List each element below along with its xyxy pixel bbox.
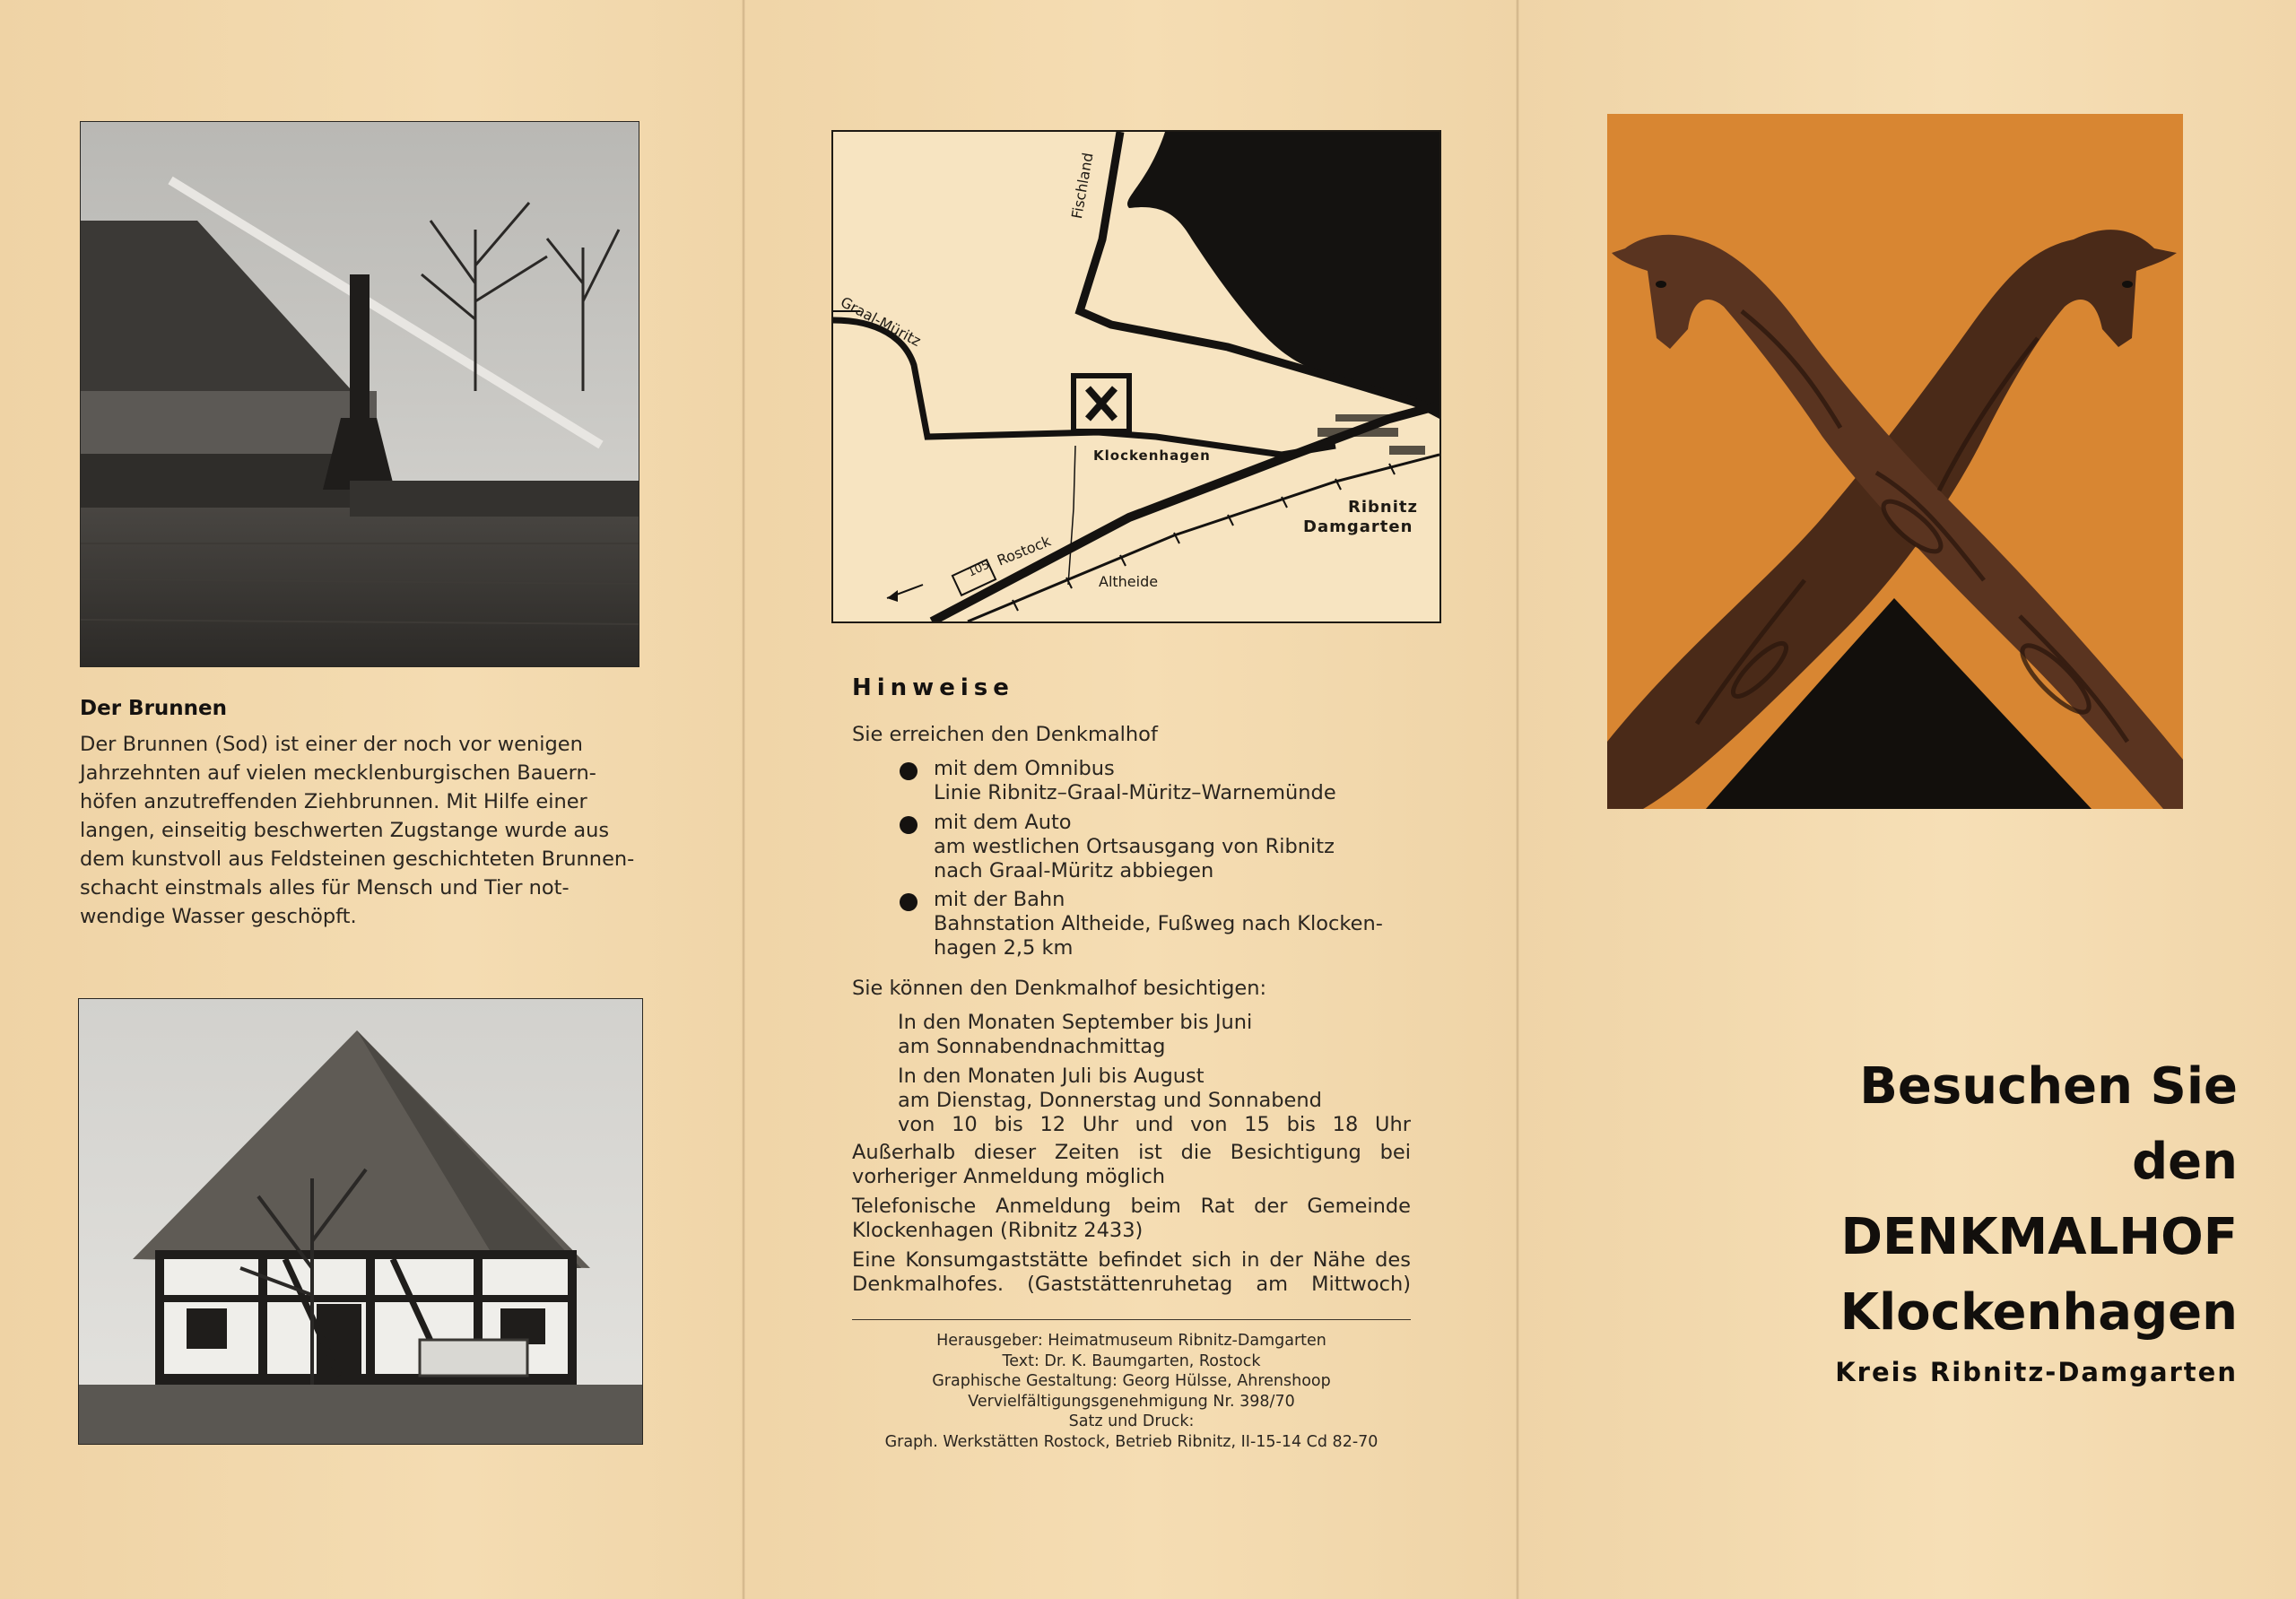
- caption-line: höfen anzutreffenden Ziehbrunnen. Mit Hilfe einer: [80, 790, 587, 813]
- imprint-line: Vervielfältigungsgenehmigung Nr. 398/70: [968, 1392, 1295, 1411]
- cover-panel: [1516, 0, 2296, 1599]
- imprint-line: Text: Dr. K. Baumgarten, Rostock: [1002, 1351, 1261, 1370]
- caption-line: dem kunstvoll aus Feldsteinen geschichteten Brunnen-: [80, 847, 635, 871]
- option-line: nach Graal-Müritz abbiegen: [934, 859, 1214, 882]
- schedule-line: In den Monaten September bis Juni: [898, 1011, 1253, 1034]
- title-line-besuchen: Besuchen Sie: [1859, 1057, 2238, 1116]
- caption-line: wendige Wasser geschöpft.: [80, 905, 357, 928]
- farmhouse-photo: [78, 998, 643, 1445]
- bullet-dot: [900, 816, 918, 834]
- left-panel: [0, 0, 742, 1599]
- caption-title: Der Brunnen: [80, 697, 228, 720]
- middle-panel: [742, 0, 1516, 1599]
- cover-title: [1610, 1049, 2238, 1390]
- bullet-dot: [900, 762, 918, 780]
- caption-line: Jahrzehnten auf vielen mecklenburgischen Bauern-: [80, 761, 596, 785]
- schedule-line: am Dienstag, Donnerstag und Sonnabend: [898, 1089, 1322, 1112]
- map-label-klockenhagen: Klockenhagen: [1093, 448, 1211, 464]
- option-bus: [934, 757, 1336, 805]
- map-label-damgarten: Damgarten: [1303, 517, 1413, 536]
- map-label-road-105: 105: [966, 558, 992, 580]
- schedule: [898, 1011, 1411, 1137]
- divider: [852, 1319, 1411, 1320]
- map-label-fischland: Fischland: [1068, 151, 1097, 221]
- map-label-graal-mueritz: Graal-Müritz: [838, 293, 924, 350]
- option-line: Linie Ribnitz–Graal-Müritz–Warnemünde: [934, 781, 1336, 804]
- option-car: [934, 811, 1335, 883]
- bullet-dot: [900, 893, 918, 911]
- map-label-altheide: Altheide: [1099, 573, 1159, 590]
- option-line: mit der Bahn: [934, 888, 1065, 911]
- well-photo: [80, 121, 639, 667]
- map-label-rostock: Rostock: [995, 532, 1054, 569]
- option-line: Bahnstation Altheide, Fußweg nach Klocken-: [934, 912, 1383, 935]
- imprint-line: Satz und Druck:: [1068, 1412, 1195, 1430]
- title-line-den: den: [2132, 1133, 2238, 1191]
- option-line: hagen 2,5 km: [934, 936, 1074, 960]
- crossed-horse-heads-artwork: [1607, 114, 2183, 809]
- notes: [852, 1141, 1411, 1297]
- imprint-line: Graphische Gestaltung: Georg Hülsse, Ahrenshoop: [932, 1372, 1331, 1390]
- reach-intro: Sie erreichen den Denkmalhof: [852, 723, 1158, 746]
- option-line: mit dem Auto: [934, 811, 1072, 834]
- hinweise-title: Hinweise: [852, 674, 1014, 701]
- schedule-line: In den Monaten Juli bis August: [898, 1065, 1205, 1088]
- schedule-line: von 10 bis 12 Uhr und von 15 bis 18 Uhr: [898, 1113, 1411, 1136]
- option-line: am westlichen Ortsausgang von Ribnitz: [934, 835, 1335, 858]
- map-label-ribnitz: Ribnitz: [1348, 498, 1418, 517]
- imprint-line: Graph. Werkstätten Rostock, Betrieb Ribnitz, II-15-14 Cd 82-70: [884, 1432, 1378, 1451]
- imprint: [852, 1331, 1411, 1452]
- caption-text: [80, 730, 638, 931]
- note-line: Klockenhagen (Ribnitz 2433): [852, 1219, 1144, 1242]
- caption-line: Der Brunnen (Sod) ist einer der noch vor wenigen: [80, 733, 583, 756]
- visit-intro: Sie können den Denkmalhof besichtigen:: [852, 977, 1267, 1000]
- schedule-line: am Sonnabendnachmittag: [898, 1035, 1166, 1058]
- caption-line: langen, einseitig beschwerten Zugstange wurde aus: [80, 819, 610, 842]
- title-line-denkmalhof: DENKMALHOF: [1840, 1208, 2238, 1266]
- location-map: [831, 130, 1441, 623]
- cover-subtitle: Kreis Ribnitz-Damgarten: [1835, 1357, 2238, 1387]
- note-line: Außerhalb dieser Zeiten ist die Besichtigung bei: [852, 1141, 1411, 1164]
- caption-line: schacht einstmals alles für Mensch und Tier not-: [80, 876, 570, 899]
- note-line: vorheriger Anmeldung möglich: [852, 1165, 1166, 1188]
- option-line: mit dem Omnibus: [934, 757, 1115, 780]
- imprint-line: Herausgeber: Heimatmuseum Ribnitz-Damgarten: [936, 1332, 1326, 1350]
- option-train: [934, 888, 1411, 960]
- title-line-klockenhagen: Klockenhagen: [1839, 1283, 2238, 1342]
- note-line: Denkmalhofes. (Gaststättenruhetag am Mittwoch): [852, 1273, 1411, 1296]
- note-line: Eine Konsumgaststätte befindet sich in der Nähe des: [852, 1248, 1411, 1272]
- note-line: Telefonische Anmeldung beim Rat der Gemeinde: [852, 1195, 1411, 1218]
